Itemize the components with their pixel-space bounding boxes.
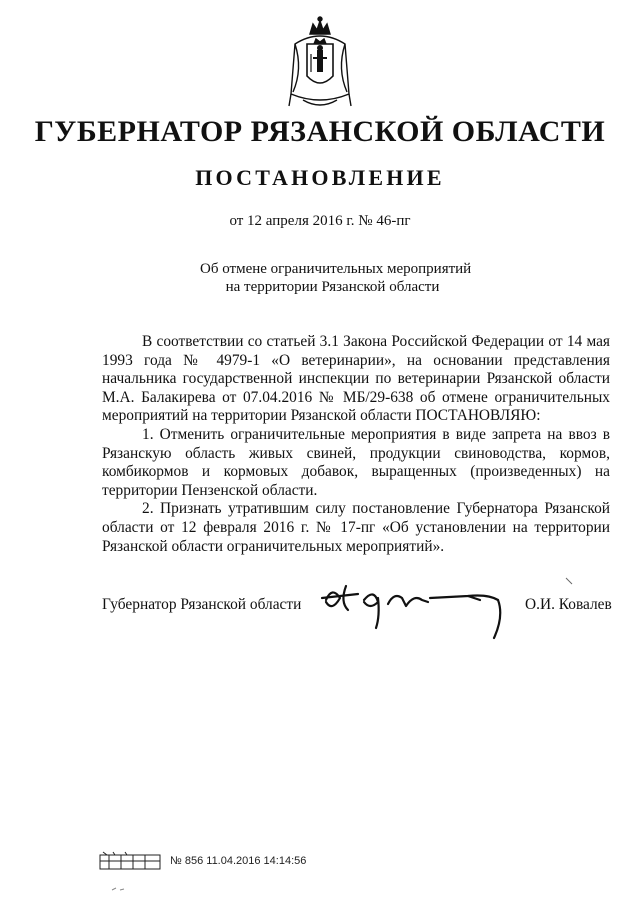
document-date-number: от 12 апреля 2016 г. № 46-пг xyxy=(229,213,411,229)
registration-number: № 856 11.04.2016 14:14:56 xyxy=(170,855,307,867)
document-body xyxy=(102,333,610,556)
signatory-role: Губернатор Рязанской области xyxy=(102,596,302,613)
signatory-name: О.И. Ковалев xyxy=(525,596,612,613)
scan-mark-icon xyxy=(565,577,573,585)
handwritten-signature xyxy=(318,576,523,646)
document-subject xyxy=(200,260,472,296)
preamble-paragraph: В соответствии со статьей 3.1 Закона Российской Федерации от 14 мая 1993 года № 4979-1 «О ветеринарии», на основании представления начальника государственной инспекции по ветеринарии Рязанской области М.А. Балакирева от 07.04.2016 № МБ/29-638 об отмене ограничительных мероприятий на территории Рязанской области ПОСТАНОВЛЯЮ: xyxy=(102,333,610,425)
document-type: ПОСТАНОВЛЕНИЕ xyxy=(195,165,445,190)
subject-line-2: на территории Рязанской области xyxy=(225,279,440,295)
authority-title: ГУБЕРНАТОР РЯЗАНСКОЙ ОБЛАСТИ xyxy=(34,115,606,148)
corner-mark-icon xyxy=(110,884,128,894)
subject-line-1: Об отмене ограничительных мероприятий xyxy=(200,261,472,277)
coat-of-arms-icon xyxy=(283,14,357,114)
item-2-paragraph: 2. Признать утратившим силу постановление Губернатора Рязанской области от 12 февраля 2016 г. № 17-пг «Об установлении на территории Рязанской области ограничительных мероприятий». xyxy=(102,500,610,555)
registration-stamp-icon xyxy=(99,851,161,873)
item-1-paragraph: 1. Отменить ограничительные мероприятия в виде запрета на ввоз в Рязанскую область живых свиней, продукции свиноводства, кормов, комбикормов и кормовых добавок, выращенных (произведенных) на территории Пензенской области. xyxy=(102,425,610,499)
